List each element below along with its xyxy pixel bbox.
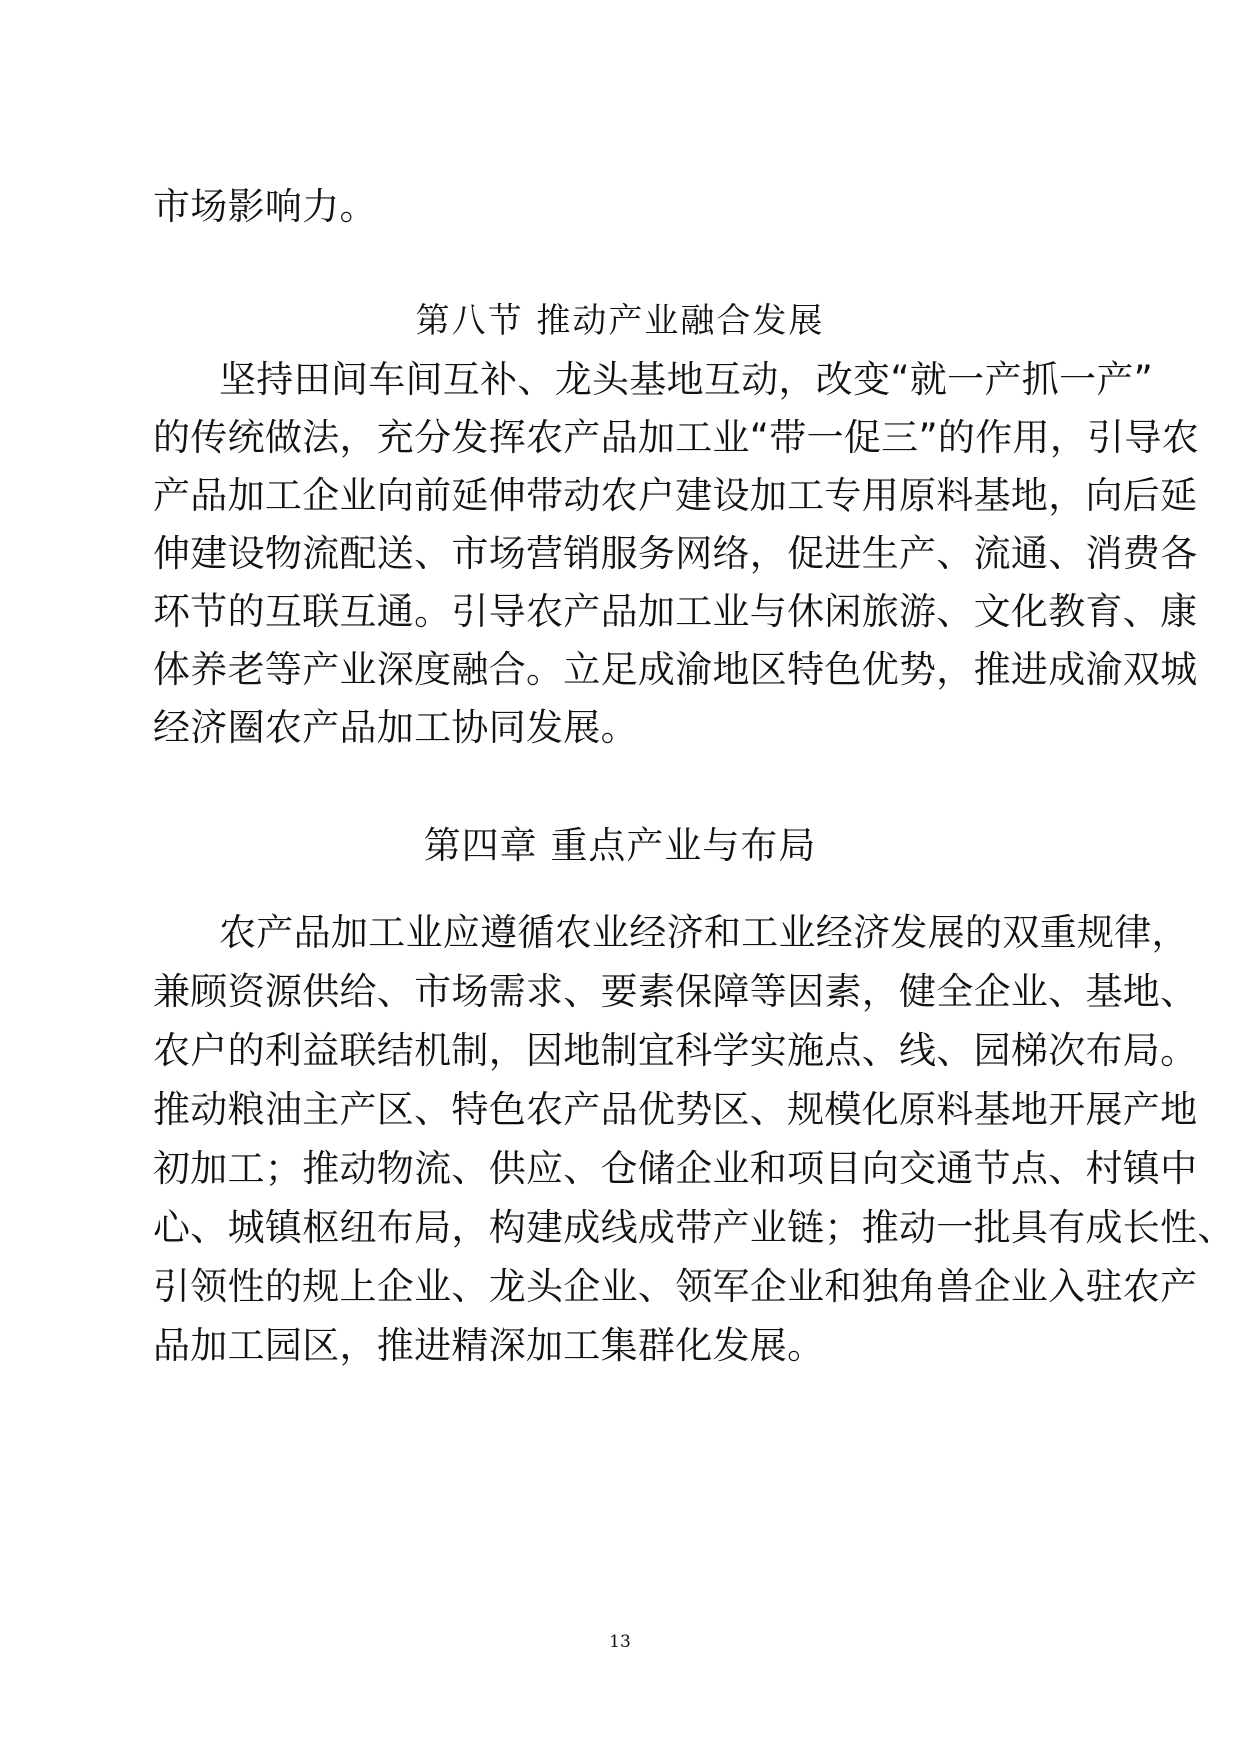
paragraph-line: 引领性的规上企业、龙头企业、领军企业和独角兽企业入驻农产 xyxy=(153,1265,1198,1308)
paragraph-line: 伸建设物流配送、市场营销服务网络，促进生产、流通、消费各 xyxy=(153,532,1198,575)
section-title: 第八节 推动产业融合发展 xyxy=(415,301,825,341)
paragraph-line: 体养老等产业深度融合。立足成渝地区特色优势，推进成渝双城 xyxy=(153,648,1198,691)
paragraph-line: 坚持田间车间互补、龙头基地互动，改变“就一产抓一产” xyxy=(219,358,1154,401)
paragraph-line: 心、城镇枢纽布局，构建成线成带产业链；推动一批具有成长性、 xyxy=(153,1206,1235,1249)
continued-paragraph-line: 市场影响力。 xyxy=(153,185,377,228)
paragraph-line: 初加工；推动物流、供应、仓储企业和项目向交通节点、村镇中 xyxy=(153,1147,1198,1190)
paragraph-line: 经济圈农产品加工协同发展。 xyxy=(153,706,638,749)
paragraph-line: 产品加工企业向前延伸带动农户建设加工专用原料基地，向后延 xyxy=(153,474,1198,517)
page-number: 13 xyxy=(609,1632,631,1652)
paragraph-line: 农户的利益联结机制，因地制宜科学实施点、线、园梯次布局。 xyxy=(153,1029,1198,1072)
paragraph-line: 品加工园区，推进精深加工集群化发展。 xyxy=(153,1324,825,1367)
paragraph-line: 农产品加工业应遵循农业经济和工业经济发展的双重规律， xyxy=(219,911,1189,954)
paragraph-line: 环节的互联互通。引导农产品加工业与休闲旅游、文化教育、康 xyxy=(153,590,1198,633)
paragraph-line: 推动粮油主产区、特色农产品优势区、规模化原料基地开展产地 xyxy=(153,1088,1198,1131)
chapter-title: 第四章 重点产业与布局 xyxy=(423,824,817,867)
paragraph-line: 兼顾资源供给、市场需求、要素保障等因素，健全企业、基地、 xyxy=(153,970,1198,1013)
paragraph-line: 的传统做法，充分发挥农产品加工业“带一促三”的作用，引导农 xyxy=(153,416,1200,459)
